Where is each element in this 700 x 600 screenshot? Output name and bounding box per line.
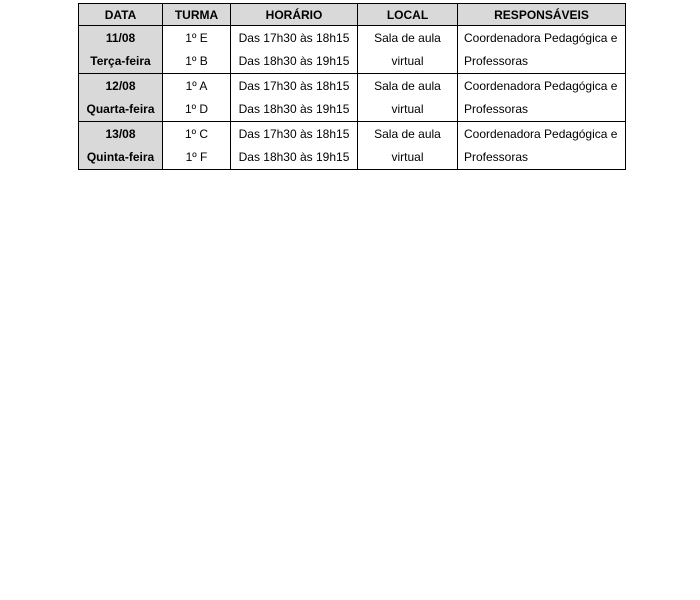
cell-horario <box>231 74 358 122</box>
cell-date <box>79 26 163 74</box>
responsaveis-line: Coordenadora Pedagógica e <box>464 79 618 93</box>
horario-line: Das 18h30 às 19h15 <box>238 54 350 68</box>
local-line: Sala de aula <box>374 79 441 93</box>
table-row <box>79 74 626 122</box>
column-header-turma: TURMA <box>163 4 231 26</box>
local-line: Sala de aula <box>374 31 441 45</box>
turma-line: 1º F <box>185 150 208 164</box>
responsaveis-line: Professoras <box>464 54 529 68</box>
turma-line: 1º E <box>185 31 208 45</box>
table-row <box>79 122 626 170</box>
cell-turma <box>163 122 231 170</box>
weekday-line: Quinta-feira <box>86 150 155 164</box>
responsaveis-line: Professoras <box>464 102 529 116</box>
turma-line: 1º B <box>185 54 208 68</box>
horario-line: Das 17h30 às 18h15 <box>238 127 350 141</box>
cell-turma <box>163 74 231 122</box>
responsaveis-line: Coordenadora Pedagógica e <box>464 127 618 141</box>
column-header-responsaveis: RESPONSÁVEIS <box>458 4 626 26</box>
responsaveis-line: Professoras <box>464 150 529 164</box>
cell-responsaveis <box>458 26 626 74</box>
class-schedule-table <box>78 3 626 170</box>
cell-date <box>79 74 163 122</box>
cell-responsaveis <box>458 122 626 170</box>
cell-responsaveis <box>458 74 626 122</box>
weekday-line: Terça-feira <box>90 54 151 68</box>
table-header-row <box>79 4 626 26</box>
cell-horario <box>231 26 358 74</box>
horario-line: Das 18h30 às 19h15 <box>238 102 350 116</box>
date-line: 13/08 <box>105 127 136 141</box>
local-line: Sala de aula <box>374 127 441 141</box>
turma-line: 1º D <box>184 102 209 116</box>
cell-local <box>358 26 458 74</box>
table-row <box>79 26 626 74</box>
cell-local <box>358 74 458 122</box>
weekday-line: Quarta-feira <box>86 102 155 116</box>
cell-date <box>79 122 163 170</box>
horario-line: Das 17h30 às 18h15 <box>238 31 350 45</box>
turma-line: 1º A <box>185 79 208 93</box>
date-line: 12/08 <box>105 79 136 93</box>
local-line: virtual <box>391 54 424 68</box>
local-line: virtual <box>391 150 424 164</box>
cell-local <box>358 122 458 170</box>
column-header-local: LOCAL <box>358 4 458 26</box>
responsaveis-line: Coordenadora Pedagógica e <box>464 31 618 45</box>
horario-line: Das 18h30 às 19h15 <box>238 150 350 164</box>
cell-turma <box>163 26 231 74</box>
local-line: virtual <box>391 102 424 116</box>
horario-line: Das 17h30 às 18h15 <box>238 79 350 93</box>
turma-line: 1º C <box>184 127 209 141</box>
cell-horario <box>231 122 358 170</box>
column-header-horario: HORÁRIO <box>231 4 358 26</box>
column-header-data: DATA <box>79 4 163 26</box>
date-line: 11/08 <box>105 31 136 45</box>
